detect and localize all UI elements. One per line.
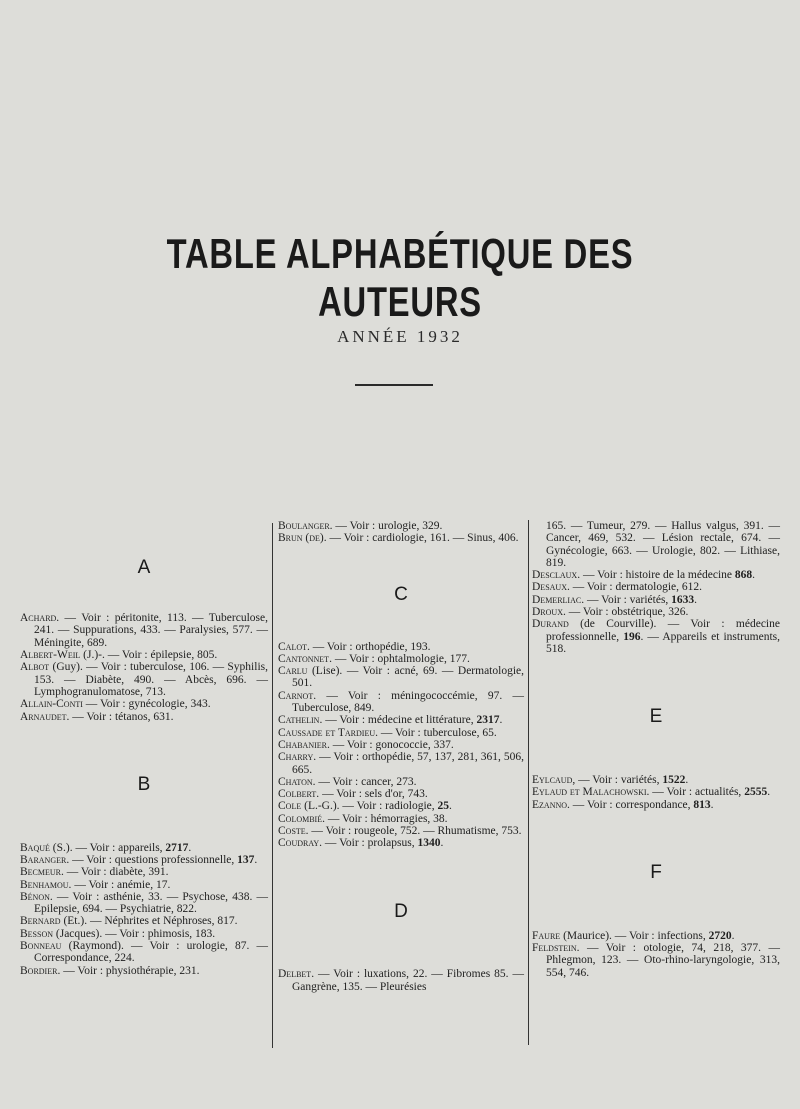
author-name: Demerliac. <box>532 593 585 606</box>
title-rule <box>355 384 433 386</box>
index-entry <box>532 774 780 786</box>
page-number-bold: 25 <box>437 800 450 813</box>
index-entry <box>278 776 524 788</box>
entry-references-tail: . <box>499 714 503 727</box>
index-entry <box>278 968 524 993</box>
index-entry <box>278 751 524 776</box>
author-name: Becmeur. <box>20 866 64 879</box>
author-name: Baranger. <box>20 853 70 866</box>
author-name: Calot. <box>278 640 310 653</box>
entry-references: — Voir : tétanos, 631. <box>69 710 174 723</box>
entry-references: — Voir : épilepsie, 805. <box>104 649 218 662</box>
index-entry <box>20 854 268 866</box>
page-number-bold: 1522 <box>662 774 686 787</box>
author-name: Carlu <box>278 665 308 678</box>
author-name: Charry. <box>278 751 317 764</box>
index-entry <box>20 842 268 854</box>
page-number-bold: 196 <box>623 630 641 643</box>
author-name: Cantonnet. <box>278 652 332 665</box>
section-letter: E <box>649 706 663 728</box>
entry-references: — Voir : cardiologie, 161. — Sinus, 406. <box>326 532 519 545</box>
author-name: Albert-Weil (J.)-. <box>20 649 105 662</box>
entry-references: — Voir : obstétrique, 326. <box>565 606 689 619</box>
author-name: Durand <box>532 618 569 631</box>
author-name: Droux. <box>532 606 566 619</box>
entry-references: (Raymond). — Voir : urologie, 87. — Correspondance, 224. <box>34 940 268 965</box>
author-name: Albot <box>20 661 50 674</box>
index-entry <box>278 641 524 653</box>
entry-references-tail: . <box>449 800 452 813</box>
index-entry <box>20 698 268 710</box>
entry-references: 165. — Tumeur, 279. — Hallus valgus, 391. — Cancer, 469, 532. — Lésion rectale, 674. — Gynécologie, 663. — Urologie, 802. — Lithiase, 819. <box>546 520 780 569</box>
page-number-bold: 813 <box>693 798 711 811</box>
entry-references: (S.). — Voir : appareils, <box>49 841 166 854</box>
index-entry <box>278 714 524 726</box>
entry-references: — Voir : orthopédie, 193. <box>309 640 431 653</box>
author-name: Colombié. <box>278 812 325 825</box>
author-name: Benhamou. <box>20 878 72 891</box>
entry-references: — Voir : cancer, 273. <box>315 775 417 788</box>
author-name: Cole <box>278 800 302 813</box>
entry-references-tail: . <box>188 841 192 854</box>
entry-references-tail: . <box>685 774 689 787</box>
author-name: Cathelin. <box>278 714 323 727</box>
author-name: Baqué <box>20 841 50 854</box>
index-entry <box>278 825 524 837</box>
entry-references: — Voir : anémie, 17. <box>71 878 171 891</box>
index-entry <box>278 739 524 751</box>
index-entry <box>20 649 268 661</box>
page-title: TABLE ALPHABÉTIQUE DES AUTEURS <box>166 230 634 325</box>
author-name: Desclaux. <box>532 569 581 582</box>
entry-references: (Maurice). — Voir : infections, <box>560 929 709 942</box>
entry-references-tail: . <box>440 837 444 850</box>
author-name: Coudray. <box>278 837 323 850</box>
index-entry <box>278 690 524 715</box>
index-entry <box>20 612 268 649</box>
index-entry <box>532 520 780 569</box>
author-name: Caussade et Tardieu. <box>278 726 378 739</box>
index-column <box>532 520 780 979</box>
index-entry <box>532 942 780 979</box>
entry-references: (Lise). — Voir : acné, 69. — Dermatologie, 501. <box>292 665 524 690</box>
index-entry <box>532 786 780 798</box>
page-number-bold: 2555 <box>744 786 768 799</box>
entry-references: — Voir : gonococcie, 337. <box>329 738 454 751</box>
entry-references: — Voir : questions professionnelle, <box>69 853 238 866</box>
entry-references: — Voir : asthénie, 33. — Psychose, 438. — Epilepsie, 694. — Psychiatrie, 822. <box>34 890 268 916</box>
page-number-bold: 137 <box>237 853 255 866</box>
index-entry <box>278 837 524 849</box>
author-name: Chaton. <box>278 775 316 788</box>
author-name: Chabanier. <box>278 738 330 751</box>
entry-references: — Voir : sels d'or, 743. <box>319 788 428 801</box>
section-letter: B <box>137 773 151 795</box>
entry-references: — Voir : actualités, <box>649 786 745 799</box>
entry-references-tail: . <box>767 786 771 799</box>
index-entry <box>278 800 524 812</box>
entry-references: — Voir : otologie, 74, 218, 377. — Phlegmon, 123. — Oto-rhino-laryngologie, 313, 554, 746. <box>546 942 780 979</box>
entry-references-tail: . <box>254 853 258 866</box>
entry-references: — Voir : orthopédie, 57, 137, 281, 361, 506, 665. <box>292 751 524 776</box>
page-number-bold: 1340 <box>417 837 441 850</box>
index-entry <box>278 520 524 532</box>
entry-references-tail: . — Appareils et instruments, 518. <box>546 630 780 655</box>
section-letter: C <box>394 583 408 605</box>
author-name: Coste. <box>278 825 309 838</box>
index-entry <box>20 711 268 723</box>
author-name: Ezanno. <box>532 798 570 811</box>
entry-references: — Voir : médecine et littérature, <box>322 714 477 727</box>
author-name: Arnaudet. <box>20 710 70 723</box>
section-letter: D <box>394 900 408 922</box>
index-entry <box>532 799 780 811</box>
entry-references-tail: . <box>710 798 714 811</box>
entry-references: — Voir : prolapsus, <box>322 837 418 850</box>
index-column <box>278 520 524 993</box>
entry-references-tail: . <box>752 569 755 582</box>
year-subtitle: ANNÉE 1932 <box>337 327 463 346</box>
index-entry <box>20 928 268 940</box>
index-entry <box>278 727 524 739</box>
entry-references: — Voir : péritonite, 113. — Tuberculose, 241. — Suppurations, 433. — Paralysies, 577. — Méningite, 689. <box>34 612 268 649</box>
section-letter: A <box>137 557 151 578</box>
author-name: Bordier. <box>20 964 61 977</box>
author-name: Brun (de). <box>278 532 327 545</box>
entry-references: — Voir : tuberculose, 65. <box>378 726 497 739</box>
entry-references: — Voir : méningococcémie, 97. — Tuberculose, 849. <box>292 689 524 715</box>
index-entry <box>532 594 780 606</box>
entry-references: (L.-G.). — Voir : radiologie, <box>301 800 438 813</box>
page-number-bold: 2317 <box>476 714 500 727</box>
author-name: Achard. <box>20 612 60 625</box>
author-name: Colbert. <box>278 788 320 801</box>
author-name: Boulanger. <box>278 520 333 532</box>
entry-references: — Voir : correspondance, <box>569 798 694 811</box>
index-entry <box>20 866 268 878</box>
entry-references: — Voir : histoire de la médecine <box>580 569 735 582</box>
author-name: Allain-Conti <box>20 698 83 711</box>
entry-references: (Jacques). — Voir : phimosis, 183. <box>53 927 216 940</box>
author-name: Eylcaud, <box>532 774 576 787</box>
index-entry <box>20 891 268 916</box>
author-name: Eylaud et Malachowski. <box>532 786 650 799</box>
entry-references: (Et.). — Néphrites et Néphroses, 817. <box>60 915 238 928</box>
index-entry <box>278 532 524 544</box>
author-name: Faure <box>532 929 561 942</box>
index-entry <box>20 661 268 698</box>
column-divider <box>528 520 529 1045</box>
author-name: Feldstein. <box>532 942 580 955</box>
entry-references: (de Courville). — Voir : médecine professionnelle, <box>546 618 780 643</box>
index-entry <box>532 618 780 655</box>
column-divider <box>272 523 273 1048</box>
index-entry <box>20 940 268 965</box>
entry-references: — Voir : variétés, <box>575 774 663 787</box>
index-entry <box>20 915 268 927</box>
author-name: Bernard <box>20 915 61 928</box>
section-letter: F <box>650 861 662 883</box>
index-entry <box>532 581 780 593</box>
entry-references: — Voir : hémorragies, 38. <box>325 812 448 825</box>
entry-references-tail: . <box>731 929 735 942</box>
entry-references: (Guy). — Voir : tuberculose, 106. — Syphilis, 153. — Diabète, 490. — Abcès, 696. — Lymphogranulomatose, 713. <box>34 661 268 698</box>
author-name: Bénon. <box>20 890 53 903</box>
index-column <box>20 520 268 977</box>
entry-references: — Voir : urologie, 329. <box>332 520 443 532</box>
index-entry <box>532 606 780 618</box>
index-entry <box>278 788 524 800</box>
page-number-bold: 868 <box>734 569 753 582</box>
entry-references: — Voir : gynécologie, 343. <box>82 698 211 711</box>
author-name: Besson <box>20 927 54 940</box>
author-name: Desaux. <box>532 581 570 594</box>
entry-references: — Voir : physiothérapie, 231. <box>60 964 200 977</box>
author-name: Delbet. <box>278 968 315 981</box>
entry-references-tail: . <box>694 593 698 606</box>
index-entry <box>278 813 524 825</box>
page-number-bold: 2720 <box>708 929 732 942</box>
entry-references: — Voir : diabète, 391. <box>63 866 169 879</box>
entry-references: — Voir : dermatologie, 612. <box>569 581 702 594</box>
index-entry <box>532 930 780 942</box>
index-entry <box>278 653 524 665</box>
author-name: Carnot. <box>278 689 317 702</box>
index-entry <box>532 569 780 581</box>
index-entry <box>278 665 524 690</box>
page-number-bold: 2717 <box>165 841 189 854</box>
page-number-bold: 1633 <box>671 593 695 606</box>
index-entry <box>20 879 268 891</box>
entry-references: — Voir : luxations, 22. — Fibromes 85. — Gangrène, 135. — Pleurésies <box>292 968 524 993</box>
entry-references: — Voir : rougeole, 752. — Rhumatisme, 753. <box>308 825 522 838</box>
entry-references: — Voir : variétés, <box>584 593 672 606</box>
author-name: Bonneau <box>20 940 62 953</box>
index-entry <box>20 965 268 977</box>
entry-references: — Voir : ophtalmologie, 177. <box>331 652 470 665</box>
